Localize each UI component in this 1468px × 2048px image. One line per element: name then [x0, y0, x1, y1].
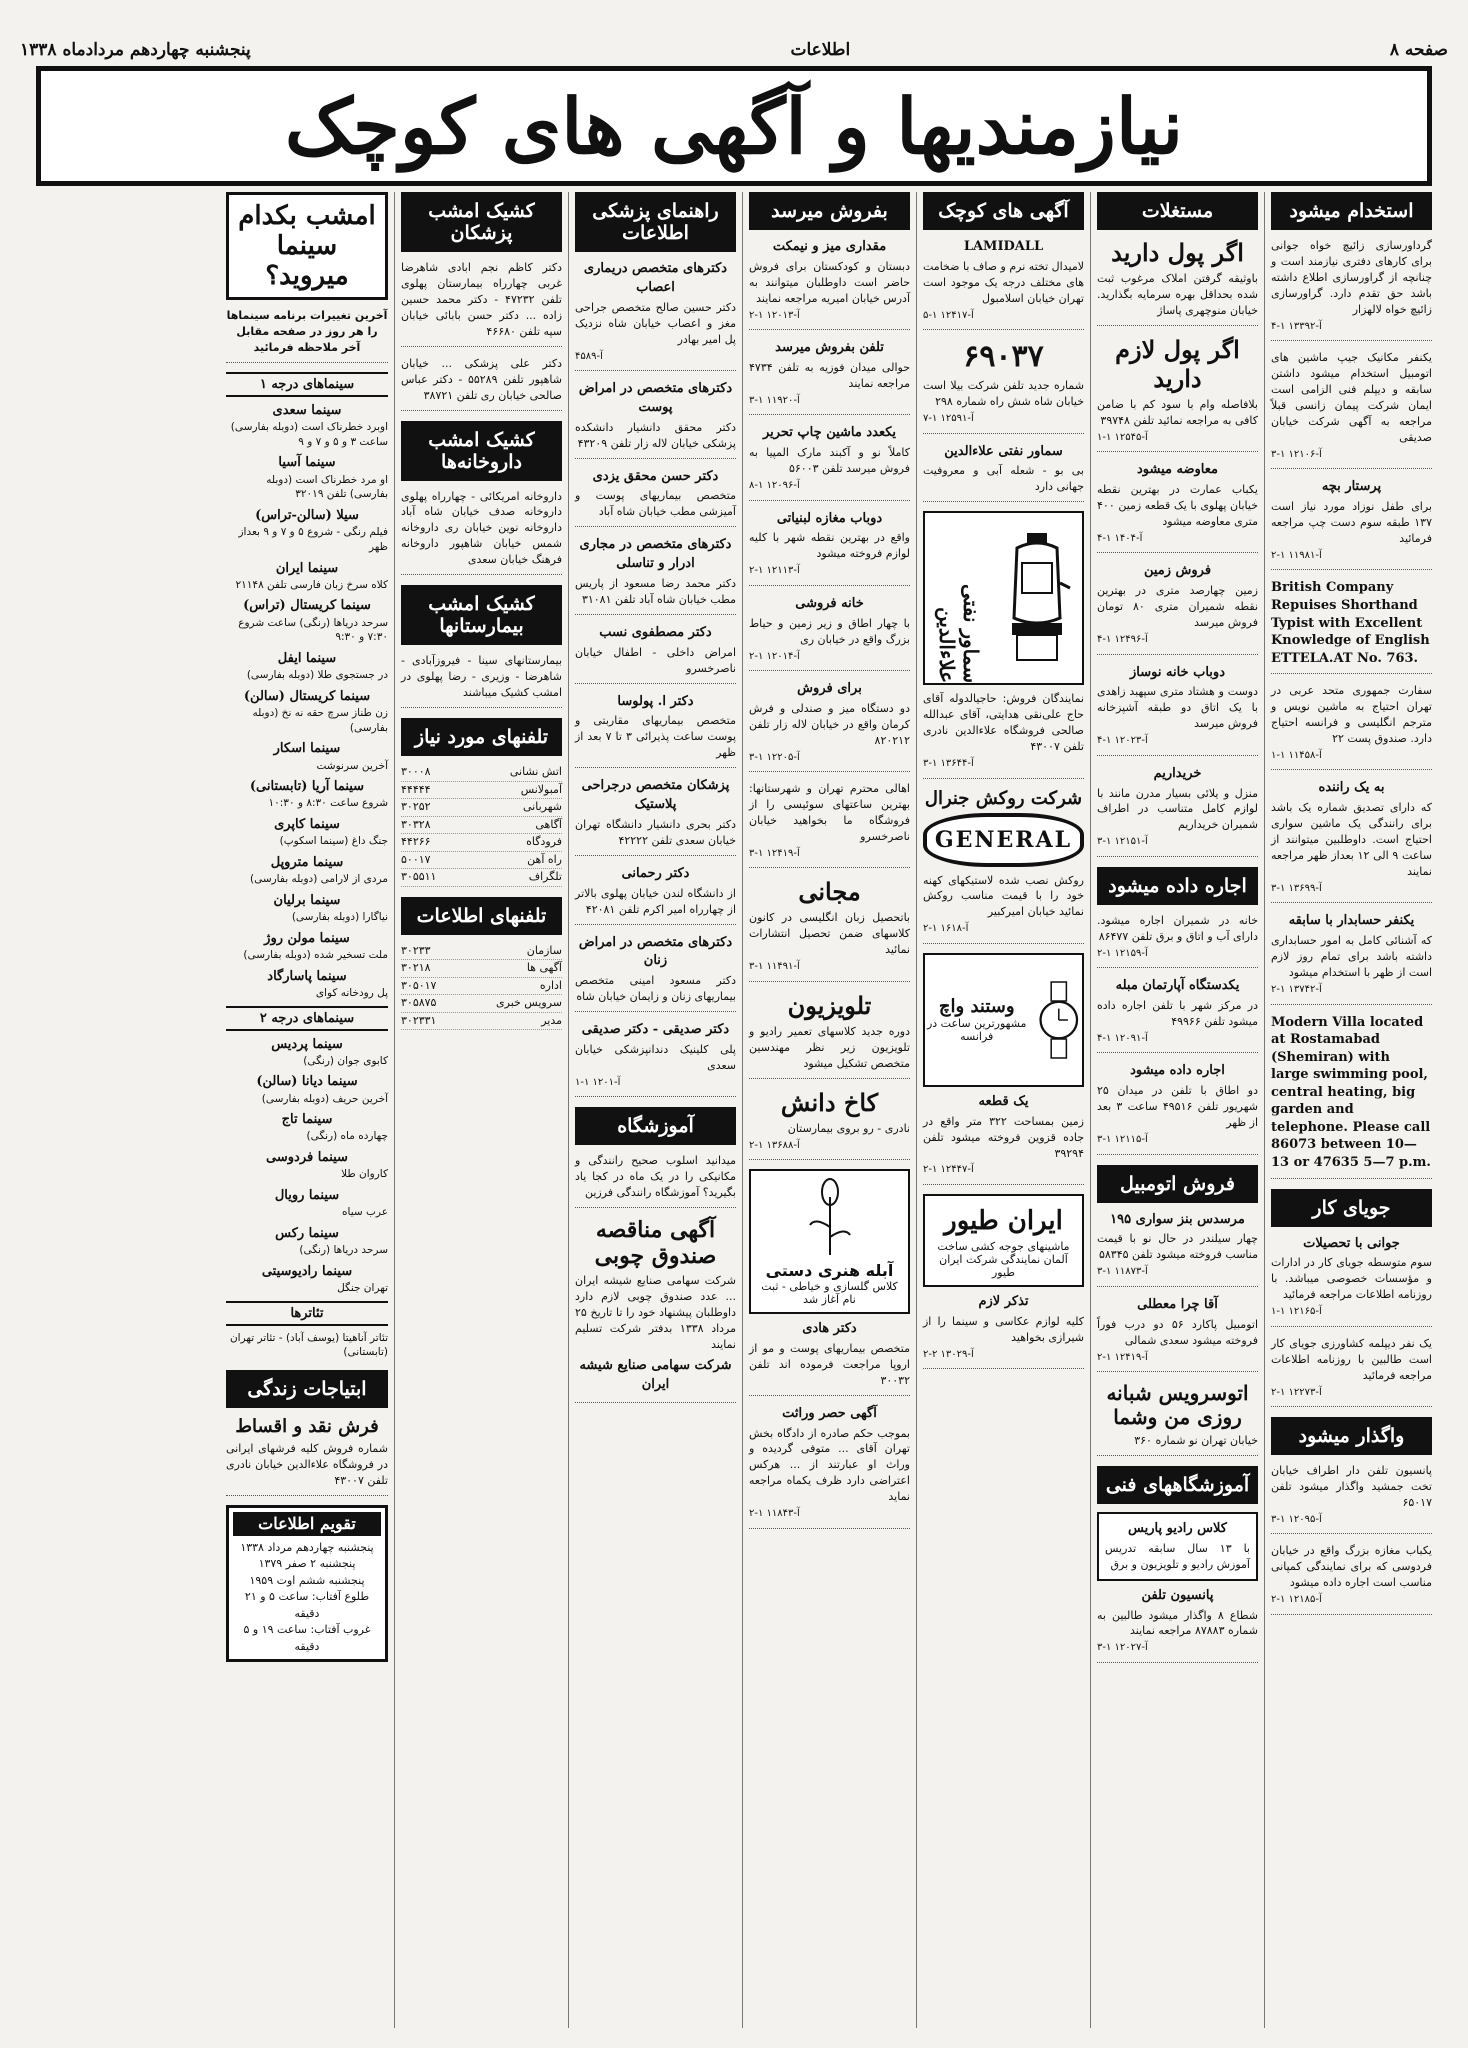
headline: اتوسرویس شبانه روزی من وشما	[1106, 1381, 1249, 1429]
column-small-ads	[916, 192, 1090, 2028]
classified-ad: دوباب مغازه لبنیاتی واقع در بهترین نقطه شهر با کلیه لوازم فروخته میشود آ-۱۲۱۱۳ ۱-۲	[749, 510, 910, 586]
column-heading-necessities: ابتیاجات زندگی	[226, 1370, 388, 1408]
cinema-note: آخرین تغییرات برنامه سینماها را هر روز در صفحه مقابل آخر ملاحظه فرمائید	[226, 308, 388, 363]
classified-ad: یک نفر دیپلمه کشاورزی جویای کار است طالبین با روزنامه اطلاعات مراجعه فرمائید آ-۱۲۲۷۳ ۱-۲	[1271, 1336, 1432, 1407]
phone-row: راه آهن ۵۰۰۱۷	[401, 852, 562, 870]
classified-ad: نادری - رو بروی بیمارستان آ-۱۳۶۸۸ ۱-۲	[749, 1121, 910, 1160]
doctor-listing: دکتر ا. پولوسا متخصص بیماریهای مقاربتی و پوست ساعت پذیرائی ۳ تا ۷ بعد از ظهر	[575, 693, 736, 769]
english-ad: British Company Repuises Shorthand Typist with Excellent Knowledge of English ETTELA.AT No. 763.	[1271, 579, 1432, 674]
banner-title: نیازمندیها و آگهی های کوچک	[284, 81, 1184, 171]
classified-ad: یکعدد ماشین چاپ تحریر کاملاً نو و آکبند مارک المپیا به فروش میرسد تلفن ۵۶۰۰۳ آ-۱۲۰۹۶ ۱-۸	[749, 424, 910, 500]
cinema-question: امشب بکدام سینما میروید؟	[238, 201, 376, 291]
newspaper-name: اطلاعات	[790, 40, 851, 60]
phone-row: فرودگاه ۴۴۲۶۶	[401, 834, 562, 852]
classified-ad: یکباب مغازه بزرگ واقع در خیابان فردوسی که برای نمایندگی کمپانی مناسب است اجاره داده میشود آ-۱۲۱۸۵ ۱-۲	[1271, 1543, 1432, 1614]
column-heading-school: آموزشگاه	[575, 1107, 736, 1145]
phone-row: اداره ۳۰۵۰۱۷	[401, 978, 562, 996]
column-heading-phones: تلفنهای مورد نیاز	[401, 718, 562, 756]
column-for-sale	[742, 192, 916, 2028]
doctor-listing: دکترهای متخصص در امراض زنان دکتر مسعود امینی متخصص بیماریهای زنان و زایمان خیابان شاه	[575, 934, 736, 1013]
classified-ad: کلاس رادیو پاریس با ۱۳ سال سابقه تدریس آموزش رادیو و تلویزیون و برق	[1097, 1512, 1258, 1581]
phone-row: تلگراف ۳۰۵۵۱۱	[401, 869, 562, 887]
theaters-heading: تئاترها	[226, 1301, 388, 1326]
classified-ad: سفارت جمهوری متحد عربی در تهران احتیاج به ماشین نویس و مترجم انگلیسی و فرانسه احتیاج دارد. صندوق پست ۲۲ آ-۱۱۴۵۸ ۱-۱	[1271, 683, 1432, 770]
column-heading-hospitals: کشیک امشب بیمارستانها	[401, 585, 562, 645]
classified-ad: خریداریم منزل و یلائی بسیار مدرن مانند با لوازم کامل متناسب در اطراف شمیران خریداریم آ-۱۲۱۵۱ ۱-۳	[1097, 765, 1258, 857]
tender-headline: آگهی مناقصه صندوق چوبی	[594, 1217, 717, 1270]
on-call-hospitals: بیمارستانهای سینا - فیروزآبادی - شاهرضا - وزیری - رضا پهلوی در امشب کشیک میباشند	[401, 653, 562, 708]
classified-ad: آگهی حصر وراثت بموجب حکم صادره از دادگاه بخش تهران آقای ... متوفی گردیده و وراث او عبارتند از ... هرکس اعتراضی دارد ظرف یکماه مراجعه نماید آ-۱۱۸۴۳ ۱-۲	[749, 1405, 910, 1529]
theater-listing: تئاتر آناهیتا (یوسف آباد) - تئاتر تهران (تابستانی)	[229, 1331, 388, 1359]
phone-row: آگاهی ۳۰۳۲۸	[401, 817, 562, 835]
doctor-listing: دکتر رحمانی از دانشگاه لندن خیابان پهلوی بالاتر از چهارراه امیر اکرم تلفن ۴۲۰۸۱	[575, 865, 736, 925]
ad-text: ماشینهای جوجه کشی ساخت آلمان نمایندگی شرکت ایران طیور	[937, 1239, 1070, 1279]
cinema-listing: سینما آریا (تابستانی) شروع ساعت ۸:۳۰ و ۱۰:۳۰	[249, 779, 388, 810]
classified-ad: شماره جدید تلفن شرکت بیلا است خیابان شاه شش راه شماره ۲۹۸ آ-۱۲۵۹۱ ۱-۷	[923, 378, 1084, 433]
cinema-listing: سینما کریستال (تراس) سرحد دریاها (رنگی) ساعت شروع ۷:۳۰ و ۹:۳۰	[238, 598, 388, 644]
cinema-listing: سینما ایران کلاه سرخ زبان فارسی تلفن ۲۱۱۴۸	[235, 560, 388, 591]
column-cinemas	[220, 192, 394, 2028]
classified-ad: باتحصیل زبان انگلیسی در کانون کلاسهای ضمن تحصیل انتشارات نمائید آ-۱۱۴۹۱ ۱-۳	[749, 910, 910, 981]
cinema-listing: سینما تاج چهارده ماه (رنگی)	[281, 1112, 388, 1143]
phone-row: اتش نشانی ۳۰۰۰۸	[401, 764, 562, 782]
cinema-listing: سینما برلیان نیاگارا (دوبله بفارسی)	[273, 892, 388, 924]
on-call-doctors: دکتر کاظم نجم ابادی شاهرضا غربی چهارراه بیمارستان پهلوی تلفن ۴۷۲۳۲ - دکتر محمد حسین زاده ... دکتر حسن بابائی خیابان سپه تلفن ۴۶۶۸۰	[401, 260, 562, 347]
classified-ad: جوانی با تحصیلات سوم متوسطه جویای کار در ادارات و مؤسسات خصوصی میباشد. با روزنامه اطلاعات مراجعه فرمائید آ-۱۲۱۶۵ ۱-۱	[1271, 1235, 1432, 1327]
cinema-listing: سیلا (سالن-تراس) فیلم رنگی - شروع ۵ و ۷ و ۹ بعداز ظهر	[238, 507, 388, 553]
phone-number-headline: ۶۹۰۳۷	[963, 339, 1044, 375]
column-on-call	[394, 192, 568, 2028]
cinema-question-box	[226, 192, 388, 300]
classified-ad: شماره فروش کلیه فرشهای ایرانی در فروشگاه علاءالدین خیابان نادری تلفن ۴۳۰۰۷	[226, 1441, 388, 1496]
flower-icon	[800, 1177, 860, 1257]
cinema-listing: سینما مولن روژ ملت تسخیر شده (دوبله بفارسی)	[243, 930, 388, 961]
doctor-listing: دکترهای متخصص در مجاری ادرار و تناسلی دکتر محمد رضا مسعود از پاریس مطب خیابان شاه آباد تلفن ۳۱۰۸۱	[575, 536, 736, 615]
classified-ad: به یک راننده که دارای تصدیق شماره یک باشد برای رانندگی یک ماشین سواری احتیاج است. داوطلبین میتوانند از ساعت ۹ الی ۱۲ بعداز ظهر مراجعه نمایند آ-۱۳۶۹۹ ۱-۳	[1271, 779, 1432, 903]
column-heading-transfer: واگذار میشود	[1271, 1417, 1432, 1455]
section-banner	[36, 66, 1432, 186]
column-heading-ettelaat-phones: تلفنهای اطلاعات	[401, 897, 562, 935]
on-call-doctors: دکتر علی پزشکی ... خیابان شاهپور تلفن ۵۵۲۸۹ - دکتر عباس صالحی خیابان ری تلفن ۳۸۷۲۱	[401, 356, 562, 411]
cinema-listing: سینما سعدی اوبرد خطرناک است (دوبله بفارسی) ساعت ۳ و ۵ و ۷ و ۹	[230, 402, 388, 448]
classified-ad: معاوضه میشود یکباب عمارت در بهترین نقطه خیابان پهلوی با یک قطعه زمین ۴۰۰ متری معاوضه میشود آ-۱۴۰۴ ۱-۴	[1097, 461, 1258, 553]
calendar-title: تقویم اطلاعات	[233, 1512, 381, 1536]
column-heading: استخدام میشود	[1271, 192, 1432, 230]
classified-ad: نمایندگان فروش: حاجیالدوله آقای حاج علی‌نقی هدایتی، آقای عبدالله صالحی فروشگاه علاءالدین نادری تلفن ۴۳۰۰۷ آ-۱۳۶۴۴ ۱-۳	[923, 691, 1084, 778]
cinema-listing: سینما کاپری جنگ داغ (سینما اسکوپ)	[274, 817, 388, 848]
cinema-tier-2-heading: سینماهای درجه ۲	[226, 1006, 388, 1031]
headline: مجانی	[798, 877, 861, 907]
phone-list	[401, 943, 562, 1031]
column-heading-car-sales: فروش اتومبیل	[1097, 1165, 1258, 1203]
classified-ad: دوره جدید کلاسهای تعمیر رادیو و تلویزیون زیر نظر مهندسین متخصص تشکیل میشود	[749, 1024, 910, 1079]
cinema-listing: سینما متروپل مردی از لارامی (دوبله بفارسی)	[249, 855, 388, 886]
doctor-listing: دکتر حسن محقق یزدی متخصص بیماریهای پوست و آمیزشی مطب خیابان شاه آباد	[575, 468, 736, 528]
doctor-listing: دکتر صدیقی - دکتر صدیقی پلی کلینیک دندانپزشکی خیابان سعدی آ-۱۲۰۱ ۱-۱	[575, 1021, 736, 1097]
watch-slogan: مشهورترین ساعت در فرانسه	[926, 1017, 1027, 1044]
headline: شرکت روکش جنرال	[924, 787, 1083, 809]
headline: اگر پول دارید	[1111, 238, 1244, 267]
cinema-listing: سینما فردوسی کاروان طلا	[266, 1150, 388, 1181]
wristwatch-icon	[1036, 970, 1082, 1070]
classified-ad: پانسیون تلفن دار اطراف خیابان تخت جمشید واگذار میشود تلفن ۶۵۰۱۷ آ-۱۲۰۹۵ ۱-۳	[1271, 1463, 1432, 1534]
headline: اگر پول لازم دارید	[1115, 334, 1240, 393]
phone-list	[401, 764, 562, 887]
column-heading: آگهی های کوچک	[923, 192, 1084, 230]
phone-row: آمبولانس ۴۴۴۴۴	[401, 782, 562, 800]
classified-ad: مقداری میز و نیمکت دبستان و کودکستان برای فروش حاضر است داوطلبان میتوانند به آدرس خیابان امیریه مراجعه نمایند آ-۱۲۰۱۳ ۱-۲	[749, 238, 910, 330]
cinema-tier-1-heading: سینماهای درجه ۱	[226, 372, 388, 397]
page-number: صفحه ۸	[1389, 40, 1448, 60]
classified-ad: شرکت سهامی صنایع شیشه ایران ... عدد صندوق چوبی لازم دارد داوطلبان پیشنهاد خود را تا تاریخ ۲۵ مرداد ۱۳۳۸ بدفتر شرکت تسلیم نمایند شرکت سهامی صنایع شیشه ایران	[575, 1273, 736, 1403]
column-heading: راهنمای پزشکی اطلاعات	[575, 192, 736, 252]
column-heading-schools: آموزشگاههای فنی	[1097, 1466, 1258, 1504]
samovar-icon	[1002, 528, 1072, 668]
cinema-listing: سینما پاسارگاد پل رودخانه کوای	[267, 968, 388, 999]
phone-row: شهربانی ۳۰۲۵۲	[401, 799, 562, 817]
column-heading: مستغلات	[1097, 192, 1258, 230]
cinema-listing: سینما اسکار آخرین سرنوشت	[273, 741, 388, 772]
phone-row: آگهی ها ۳۰۲۱۸	[401, 960, 562, 978]
phone-row: سازمان ۳۰۲۳۳	[401, 943, 562, 961]
iran-tayyor-ad	[923, 1194, 1084, 1287]
cinema-listing: سینما پردیس کابوی جوان (رنگی)	[271, 1036, 388, 1067]
classified-ad: یک قطعه زمین بمساحت ۳۲۲ متر واقع در جاده قزوین فروخته میشود تلفن ۳۹۲۹۴ آ-۱۲۴۴۷ ۱-۲	[923, 1093, 1084, 1185]
cinema-listing: سینما آسیا او مرد خطرناک است (دوبله بفارسی) تلفن ۳۲۰۱۹	[266, 455, 388, 501]
on-call-pharmacies: داروخانه امریکائی - چهارراه پهلوی داروخانه صدف خیابان شاه آباد داروخانه نوین خیابان ری داروخانه شمس خیابان شاهپور داروخانه فرهنگ خیابان سعدی	[401, 489, 562, 576]
cinema-listing: سینما کریستال (سالن) زن طناز سرچ حقه نه نخ (دوبله بفارسی)	[243, 688, 388, 734]
classified-columns	[30, 192, 1438, 2028]
column-employment	[1264, 192, 1438, 2028]
cinema-listing: سینما دیانا (سالن) آخرین حریف (دوبله بفارسی)	[256, 1074, 388, 1105]
page-header	[20, 40, 1448, 60]
classified-ad: روکش نصب شده لاستیکهای کهنه خود را با قیمت مناسب روکش نمائید خیابان امیرکبیر آ-۱۶۱۸ ۱-۲	[923, 873, 1084, 944]
calendar-box	[226, 1505, 388, 1663]
cinema-listing: سینما ایفل در جستجوی طلا (دوبله بفارسی)	[246, 650, 388, 682]
classified-ad: تلفن بفروش میرسد حوالی میدان فوزیه به تلفن ۴۷۳۴ مراجعه نمایند آ-۱۱۹۲۰ ۱-۳	[749, 339, 910, 415]
column-heading-pharmacies: کشیک امشب داروخانه‌ها	[401, 421, 562, 481]
doctor-listing: دکترهای متخصص در امراض پوست دکتر محقق دانشیار دانشکده پزشکی خیابان لاله زار تلفن ۴۳۲۰۹	[575, 380, 736, 459]
classified-ad: میدانید اسلوب صحیح رانندگی و مکانیکی را در یک ماه در کجا یاد بگیرید؟ آموزشگاه رانندگی فرزین	[575, 1153, 736, 1208]
classified-ad: سماور نفتی علاءالدین بی بو - شعله آبی و معروفیت جهانی دارد	[923, 443, 1084, 503]
calendar-date-solar: پنجشنبه چهاردهم مرداد ۱۳۳۸	[240, 1540, 374, 1554]
classified-ad: گرداورسازی زائیچ خواه جوانی برای کارهای دفتری نیازمند است و چنانچه از گراورسازی اطلاع داشته باشد حق تقدم دارد. گراورسازی زائیچ خواه لالهزار آ-۱۳۳۹۲ ۱-۴	[1271, 238, 1432, 341]
headline: کاخ دانش	[780, 1087, 879, 1117]
phone-row: مدیر ۳۰۲۳۳۱	[401, 1013, 562, 1031]
classified-ad: تذکر لازم کلیه لوازم عکاسی و سینما را از شیرازی بخواهید آ-۱۳۰۲۹ ۲-۲	[923, 1293, 1084, 1369]
classified-ad: بلافاصله وام با سود کم با ضامن کافی به مراجعه نمائید تلفن ۳۹۷۴۸ آ-۱۲۵۴۵ ۱-۱	[1097, 397, 1258, 452]
classified-ad: خانه در شمیران اجاره میشود. دارای آب و اتاق و برق تلفن ۸۶۴۷۷ آ-۱۲۱۵۹ ۱-۲	[1097, 913, 1258, 968]
classified-ad: آقا چرا معطلی اتومبیل پاکارد ۵۶ دو درب فوراً فروخته میشود سعدی شمالی آ-۱۲۴۱۹ ۱-۲	[1097, 1296, 1258, 1372]
classified-ad: دکتر هادی متخصص بیماریهای پوست و مو از اروپا مراجعت فرموده اند تلفن ۳۰۰۳۲	[749, 1320, 910, 1396]
cinema-listing: سینما رویال عرب سیاه	[274, 1188, 388, 1219]
doctor-listing: پزشکان متخصص درجراحی پلاستیک دکتر بحری دانشیار دانشگاه تهران خیابان سعدی تلفن ۴۲۲۲۲	[575, 777, 736, 856]
column-heading: کشیک امشب پزشکان	[401, 192, 562, 252]
column-heading-rent: اجاره داده میشود	[1097, 867, 1258, 905]
classified-ad: پانسیون تلفن شطاع ۸ واگذار میشود طالبین به شماره ۸۷۸۸۳ مراجعه نمایند آ-۱۲۰۲۷ ۱-۳	[1097, 1587, 1258, 1663]
classified-ad: یکدستگاه آپارتمان مبله در مرکز شهر با تلفن اجاره داده میشود تلفن ۴۹۹۶۶ آ-۱۲۰۹۱ ۱-۴	[1097, 977, 1258, 1053]
cinema-listing: سینما رکس سرحد دریاها (رنگی)	[275, 1225, 388, 1257]
calendar-date-lunar: پنجشنبه ۲ صفر ۱۳۷۹	[258, 1557, 356, 1571]
headline: تلویزیون	[787, 990, 872, 1020]
doctor-listing: دکترهای متخصص دریماری اعصاب دکتر حسین صالح متخصص جراحی مغز و اعصاب خیابان شاه نزدیک پل امیر بهادر آ-۴۵۸۹	[575, 260, 736, 371]
watch-illustration	[923, 953, 1084, 1087]
sunset-time: غروب آفتاب: ساعت ۱۹ و ۵ دقیقه	[243, 1623, 371, 1653]
ad-heading: آبله هنری دستی	[765, 1261, 894, 1280]
doctor-listing: دکتر مصطفوی نسب امراض داخلی - اطفال خیابان ناصرخسرو	[575, 624, 736, 684]
samovar-illustration	[923, 511, 1084, 685]
classified-ad: پرستار بچه برای طفل نوزاد مورد نیاز است ۱۳۷ طبقه سوم دست چپ مراجعه فرمائید آ-۱۱۹۸۱ ۱-۲	[1271, 478, 1432, 570]
classified-ad: یکنفر حسابدار با سابقه که آشنائی کامل به امور حسابداری داشته باشد برای تمام روز لازم است از ظهر با استخدام میشود آ-۱۳۷۴۲ ۱-۲	[1271, 912, 1432, 1004]
sunrise-time: طلوع آفتاب: ساعت ۵ و ۲۱ دقیقه	[244, 1590, 370, 1620]
classified-ad: اهالی محترم تهران و شهرستانها: بهترین ساعتهای سوئیسی را از فروشگاه ما بخواهید خیابان ناصرخسرو آ-۱۲۴۱۹ ۱-۳	[749, 781, 910, 868]
classified-ad: برای فروش دو دستگاه میز و صندلی و فرش کرمان واقع در خیابان لاله زار تلفن ۸۲۰۲۱۲ آ-۱۲۲۰۵ ۱-۳	[749, 680, 910, 772]
column-medical-guide	[568, 192, 742, 2028]
phone-row: سرویس خبری ۳۰۵۸۷۵	[401, 995, 562, 1013]
english-villa-ad: Modern Villa located at Rostamabad (Shemiran) with large swimming pool, central heating, big garden and telephone. Please call 86073 between 10—13 or 47635 5—7 p.m.	[1271, 1014, 1432, 1179]
issue-date: پنجشنبه چهاردهم مردادماه ۱۳۳۸	[20, 40, 251, 60]
classified-ad: باوثیقه گرفتن املاک مرغوب ثبت شده بحداقل بهره سرمایه بگذارید. خیابان منوچهری پاساژ	[1097, 271, 1258, 326]
column-real-estate	[1090, 192, 1264, 2028]
calendar-date-gregorian: پنجشنبه ششم اوت ۱۹۵۹	[249, 1573, 365, 1587]
ad-text: کلاس گلسازی و خیاطی - ثبت نام آغاز شد	[761, 1280, 898, 1306]
watch-brand: وستند واچ	[938, 996, 1015, 1018]
classified-ad: یکنفر مکانیک جیپ ماشین های اتومبیل استخدام میشود داشتن سابقه و دیپلم فنی الزامی است ایمان شرکت پیمان زانسی قبلاً مراجعه به آگهی شرکت خیابان صدیقی آ-۱۲۱۰۶ ۱-۳	[1271, 350, 1432, 469]
cinema-listing: سینما رادیوسیتی تهران جنگل	[261, 1263, 388, 1294]
classified-ad: مرسدس بنز سواری ۱۹۵ چهار سیلندر در حال نو با قیمت مناسب فروخته میشود تلفن ۵۸۳۴۵ آ-۱۱۸۷۳ ۱-۳	[1097, 1211, 1258, 1287]
classified-ad: دوباب خانه نوساز دوست و هشتاد متری سپهبد زاهدی با یک اتاق دو طبقه آشپزخانه فروش میرسد آ-۱۲۰۲۳ ۱-۴	[1097, 664, 1258, 756]
classified-ad: اجاره داده میشود دو اطاق با تلفن در میدان ۲۵ شهریور تلفن ۴۹۵۱۶ ساعت ۳ بعد از ظهر آ-۱۲۱۱۵ ۱-۳	[1097, 1062, 1258, 1154]
classified-ad: خانه فروشی با چهار اطاق و زیر زمین و حیاط بزرگ واقع در خیابان ری آ-۱۲۰۱۴ ۱-۲	[749, 595, 910, 671]
samovar-brand: سماور نفتی علاءالدین	[934, 584, 983, 684]
headline: ایران طیور	[944, 1205, 1063, 1236]
classified-ad: فروش زمین زمین چهارصد متری در بهترین نقطه شمیران متری ۸۰ تومان فروش میرسد آ-۱۲۴۹۶ ۱-۴	[1097, 562, 1258, 654]
column-heading: بفروش میرسد	[749, 192, 910, 230]
carpet-headline: فرش نقد و اقساط	[235, 1416, 379, 1437]
column-heading-job-seekers: جویای کار	[1271, 1189, 1432, 1227]
flower-class-ad	[749, 1169, 910, 1314]
general-logo: GENERAL	[923, 813, 1084, 867]
classified-ad: خیابان تهران نو شماره ۳۶۰	[1097, 1433, 1258, 1456]
classified-ad: LAMIDALL لامیدال تخته نرم و صاف با ضخامت های مختلف درجه یک موجود است تهران خیابان اسلامبول آ-۱۲۴۱۷ ۱-۵	[923, 238, 1084, 330]
